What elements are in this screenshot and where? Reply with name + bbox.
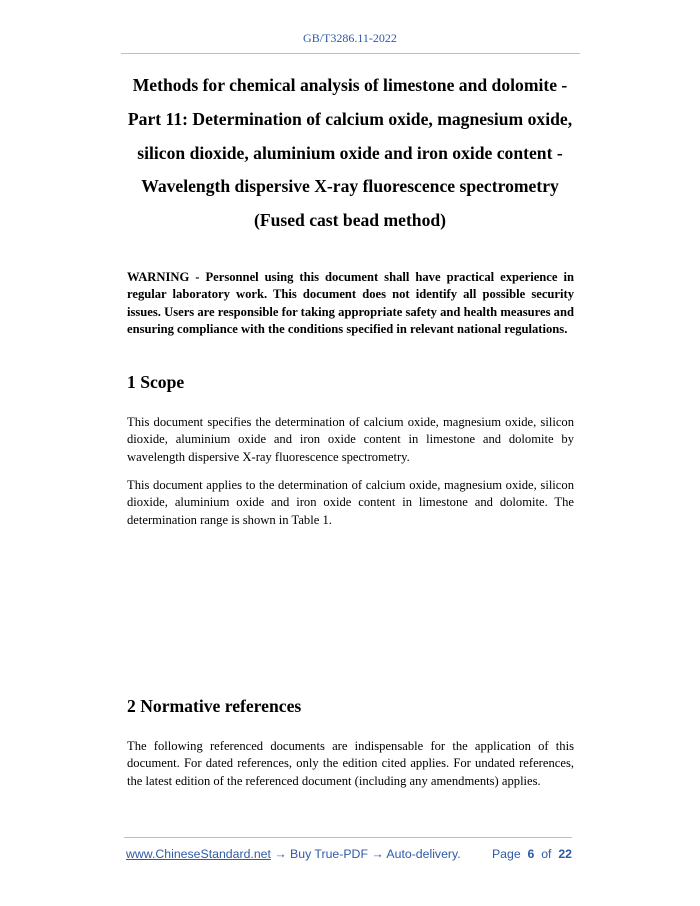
page-of: of xyxy=(541,847,552,861)
title-line-5: (Fused cast bead method) xyxy=(253,210,447,231)
page-indicator xyxy=(492,847,572,861)
warning-paragraph: WARNING - Personnel using this document shall have practical experience in regular laboratory work. This document does not identify all possible security issues. Users are responsible for taking appropriate safety and health measures and ensuring compliance with the conditions specified in relevant national regulations. xyxy=(127,270,574,336)
page-total: 22 xyxy=(558,847,572,861)
promo-text: → Buy True-PDF → Auto-delivery. xyxy=(270,847,461,861)
section-heading-normative-references: 2 Normative references xyxy=(127,696,302,716)
title-line-3: silicon dioxide, aluminium oxide and iron oxide content - xyxy=(137,142,563,163)
document-title xyxy=(100,69,600,238)
page-current: 6 xyxy=(527,847,535,861)
website-link[interactable]: www.ChineseStandard.net xyxy=(126,847,271,861)
footer xyxy=(126,847,572,861)
title-line-4: Wavelength dispersive X-ray fluorescence spectrometry xyxy=(141,176,559,197)
footer-divider xyxy=(124,837,572,838)
section-heading-scope: 1 Scope xyxy=(127,372,185,392)
scope-paragraph-1: This document specifies the determination of calcium oxide, magnesium oxide, silicon dioxide, aluminium oxide and iron oxide content in limestone and dolomite by wavelength dispersive X-ray fluorescence spectrometry. xyxy=(127,415,574,464)
document-id-header: GB/T3286.11-2022 xyxy=(303,31,397,45)
title-line-1: Methods for chemical analysis of limestone and dolomite - xyxy=(132,75,568,95)
normative-paragraph-1: The following referenced documents are indispensable for the application of this document. For dated references, only the edition cited applies. For undated references, the latest edition of the referenced document (including any amendments) applies. xyxy=(127,739,574,788)
title-line-2: Part 11: Determination of calcium oxide, magnesium oxide, xyxy=(127,108,573,129)
header-divider xyxy=(121,53,580,54)
page-label: Page xyxy=(491,847,521,861)
scope-paragraph-2: This document applies to the determination of calcium oxide, magnesium oxide, silicon dioxide, aluminium oxide and iron oxide content in limestone and dolomite. The determination range is shown in Table 1. xyxy=(127,478,574,527)
